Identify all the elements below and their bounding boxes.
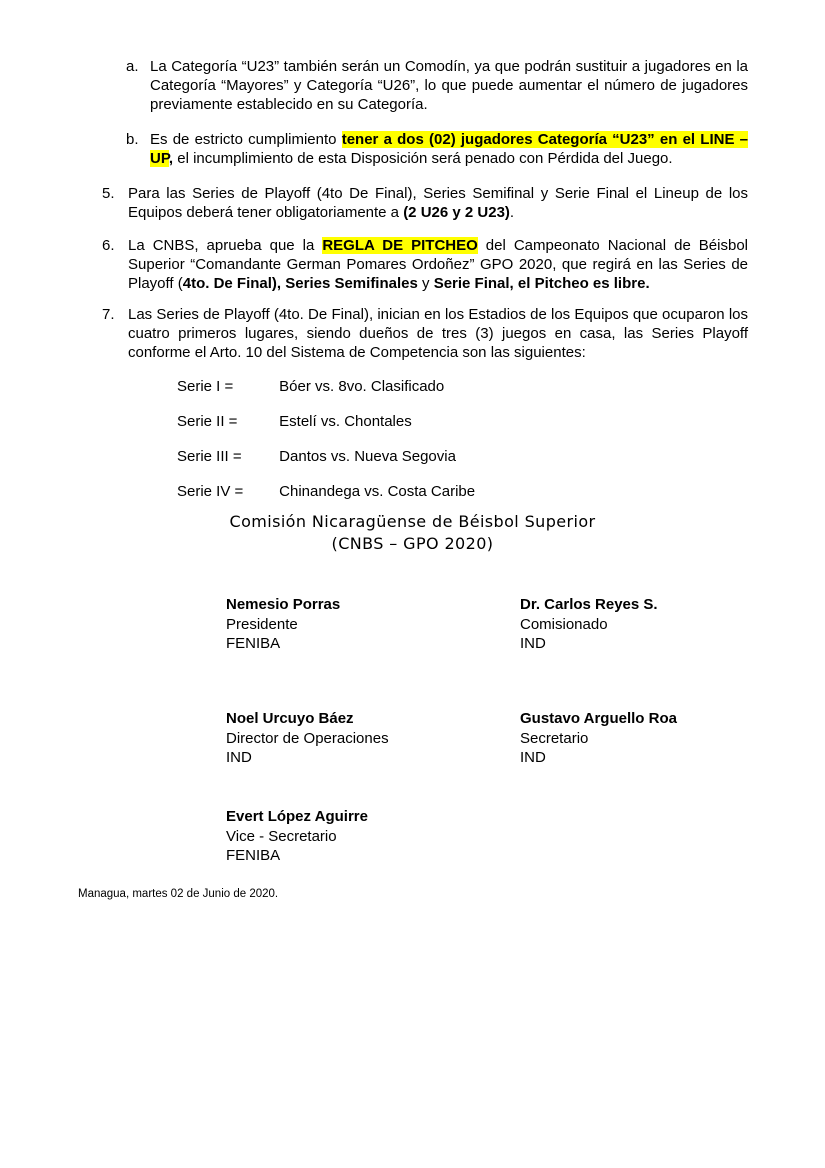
signer-name: Dr. Carlos Reyes S. — [520, 596, 658, 613]
signature-nemesio-porras — [226, 595, 516, 654]
paragraph-text — [150, 131, 748, 167]
dateline: Managua, martes 02 de Junio de 2020. — [78, 888, 279, 900]
signer-org: IND — [520, 635, 546, 652]
series-label: Serie III = — [177, 448, 242, 465]
list-marker: 7. — [102, 306, 115, 323]
signer-name: Nemesio Porras — [226, 596, 341, 613]
text-segment: Las Series de Playoff (4to. De Final), inician en los Estadios de los Equipos que ocuparon los cuatro primeros lugares, siendo dueños de tres (3) juegos en casa, las Series Playoff conforme el Arto. 10 del Sistema de Competencia son las siguientes: — [128, 306, 748, 361]
signer-role: Comisionado — [520, 615, 608, 633]
list-item-b — [126, 130, 749, 168]
paragraph-text — [128, 185, 748, 221]
list-item-5 — [102, 184, 748, 222]
signer-org: IND — [520, 749, 546, 766]
text-segment: La Categoría “U23” también serán un Comodín, ya que podrán sustituir a jugadores en la Categoría “Mayores” y Categoría “U26”, lo que puede aumentar el número de jugadores previamente establecido en su Categoría. — [150, 58, 748, 113]
list-item-a — [126, 57, 748, 114]
list-marker: 5. — [102, 185, 115, 202]
list-marker: 6. — [102, 237, 115, 254]
series-label: Serie IV = — [177, 483, 244, 500]
series-row-2 — [177, 412, 412, 431]
signer-role: Vice - Secretario — [226, 827, 337, 845]
signer-name: Evert López Aguirre — [226, 808, 368, 825]
signer-role: Secretario — [520, 729, 589, 747]
series-label: Serie II = — [177, 413, 238, 430]
signature-noel-urcuyo — [226, 709, 516, 768]
signer-org: FENIBA — [226, 847, 281, 864]
text-segment: 4to. De Final), Series Semifinales — [182, 275, 418, 292]
series-matchup: Bóer vs. 8vo. Clasificado — [279, 378, 445, 395]
series-row-4 — [177, 482, 475, 501]
text-segment: REGLA DE PITCHEO — [322, 237, 478, 254]
paragraph-text — [128, 306, 748, 361]
signer-role: Presidente — [226, 615, 298, 633]
text-segment: Serie Final, el Pitcheo es libre. — [433, 275, 650, 292]
signer-name: Noel Urcuyo Báez — [226, 710, 354, 727]
text-segment: (2 U26 y 2 U23) — [403, 204, 510, 221]
series-label: Serie I = — [177, 378, 234, 395]
signer-org: FENIBA — [226, 635, 281, 652]
signature-evert-lopez — [226, 807, 516, 866]
series-row-3 — [177, 447, 456, 466]
text-segment: tener a dos (02) jugadores Categoría “U23” en el LINE – UP — [150, 131, 749, 167]
list-marker: b. — [126, 131, 139, 148]
text-segment: del Campeonato Nacional de Béisbol Superior “Comandante German Pomares Ordoñez” GPO 2020, que regirá en las Series de Playoff ( — [128, 237, 748, 292]
signer-role: Director de Operaciones — [226, 729, 389, 747]
series-matchup: Dantos vs. Nueva Segovia — [279, 448, 456, 465]
text-segment: Es de estricto cumplimiento — [150, 131, 342, 148]
text-segment: Para las Series de Playoff (4to De Final), Series Semifinal y Serie Final el Lineup de los Equipos deberá tener obligatoriamente a — [128, 185, 748, 221]
list-item-7 — [102, 305, 748, 362]
signature-carlos-reyes — [520, 595, 810, 654]
signature-gustavo-arguello — [520, 709, 810, 768]
text-segment: . — [509, 204, 515, 221]
paragraph-text — [128, 237, 748, 292]
text-segment: el incumplimiento de esta Disposición será penado con Pérdida del Juego. — [173, 150, 673, 167]
paragraph-text — [150, 58, 748, 113]
series-row-1 — [177, 377, 444, 396]
signer-name: Gustavo Arguello Roa — [520, 710, 677, 727]
series-matchup: Estelí vs. Chontales — [279, 413, 412, 430]
committee-title-line1: Comisión Nicaragüense de Béisbol Superior — [229, 512, 596, 531]
signer-org: IND — [226, 749, 252, 766]
list-item-6 — [102, 236, 748, 293]
committee-title — [0, 511, 825, 555]
text-segment: La CNBS, aprueba que la — [128, 237, 323, 254]
list-marker: a. — [126, 58, 139, 75]
text-segment: , — [168, 150, 174, 167]
series-matchup: Chinandega vs. Costa Caribe — [279, 483, 476, 500]
text-segment: y — [417, 275, 434, 292]
committee-title-line2: (CNBS – GPO 2020) — [331, 534, 494, 553]
